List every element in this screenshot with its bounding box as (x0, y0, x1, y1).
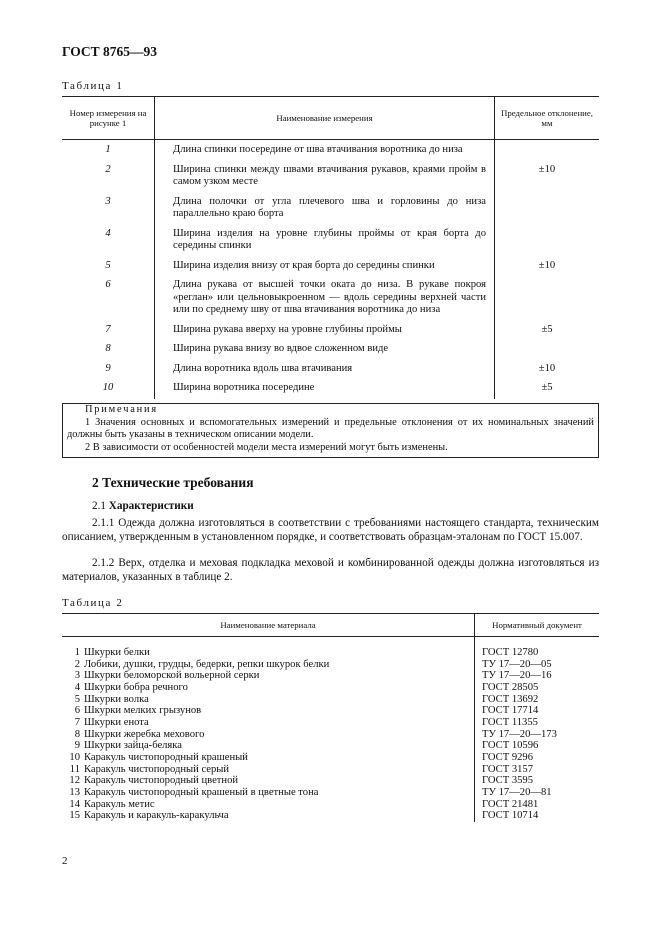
measurement-name: Длина воротника вдоль шва втачивания (173, 362, 353, 374)
material-number: 8 (74, 728, 80, 740)
material-name: Лобики, душки, грудцы, бедерки, репки шкурок белки (84, 658, 330, 670)
measurement-name: Ширина изделия внизу от края борта до середины спинки (173, 259, 435, 271)
paragraph-2-1-2: 2.1.2 Верх, отделка и меховая подкладка меховой и комбинированной одежды должна изготовляться из материалов, указанных в таблице 2. (62, 557, 599, 583)
material-number: 5 (74, 693, 80, 705)
material-cell (62, 717, 475, 729)
material-number: 3 (74, 670, 80, 682)
material-cell (62, 637, 475, 659)
material-name: Каракуль метис (84, 798, 155, 810)
measurement-deviation: ±5 (541, 323, 553, 335)
measurements-table (62, 96, 599, 399)
subsection-title: Характеристики (108, 500, 194, 512)
material-number: 10 (69, 751, 80, 763)
material-name: Шкурки бобра речного (84, 681, 188, 693)
measurement-name: Ширина изделия на уровне глубины проймы от края борта до середины спинки (173, 227, 486, 251)
page-number: 2 (62, 855, 68, 867)
measurement-number: 6 (105, 279, 111, 290)
material-cell (62, 799, 475, 811)
normative-document: ГОСТ 10596 (482, 740, 539, 752)
col-header-name: Наименование измерения (155, 97, 495, 140)
normative-document: ГОСТ 3157 (482, 763, 534, 775)
normative-document: ТУ 17—20—81 (482, 786, 552, 798)
material-name: Шкурки жеребка мехового (84, 728, 205, 740)
material-cell (62, 752, 475, 764)
table2-caption: Таблица 2 (62, 597, 124, 609)
material-cell (62, 775, 475, 787)
material-number: 12 (69, 775, 80, 787)
table-row (62, 157, 599, 189)
material-cell (62, 810, 475, 822)
table-row (62, 694, 599, 706)
notes-title: Примечания (85, 404, 158, 415)
measurement-number: 2 (105, 163, 111, 175)
measurement-number: 4 (105, 227, 111, 239)
material-name: Шкурки белки (84, 647, 150, 658)
material-number: 4 (74, 681, 80, 693)
measurement-deviation: ±5 (541, 382, 553, 393)
table-row (62, 253, 599, 273)
table-row (62, 775, 599, 787)
table-row (62, 189, 599, 221)
material-number: 6 (74, 705, 80, 717)
material-cell (62, 729, 475, 741)
subsection-number: 2.1 (92, 500, 106, 512)
table-row (62, 670, 599, 682)
subsection-heading (62, 500, 599, 514)
table-row (62, 729, 599, 741)
material-name: Шкурки беломорской вольерной серки (84, 670, 260, 682)
material-cell (62, 705, 475, 717)
material-name: Шкурки енота (84, 716, 149, 728)
table-row (62, 140, 599, 157)
material-number: 1 (74, 647, 80, 658)
material-number: 11 (69, 763, 80, 775)
col-header-number: Номер измерения на рисунке 1 (62, 97, 155, 140)
measurement-name: Ширина рукава внизу во вдвое сложенном виде (173, 343, 389, 354)
normative-document: ГОСТ 9296 (482, 751, 534, 763)
material-name: Шкурки зайца-беляка (84, 740, 182, 752)
measurement-name: Длина полочки от угла плечевого шва и горловины до низа параллельно краю борта (173, 195, 486, 219)
table-row (62, 810, 599, 822)
measurement-deviation: ±10 (538, 259, 556, 271)
normative-document: ГОСТ 3595 (482, 775, 534, 787)
table-row (62, 336, 599, 356)
table-row (62, 787, 599, 799)
material-number: 15 (69, 810, 80, 822)
normative-document: ГОСТ 10714 (482, 810, 539, 822)
table-row (62, 682, 599, 694)
material-number: 14 (69, 798, 80, 810)
table-row (62, 375, 599, 399)
material-name: Каракуль чистопородный серый (84, 763, 230, 775)
table-row (62, 659, 599, 671)
material-cell (62, 764, 475, 776)
normative-document: ТУ 17—20—05 (482, 658, 552, 670)
document-header: ГОСТ 8765—93 (62, 44, 158, 59)
measurement-deviation (495, 140, 599, 144)
measurement-number: 10 (102, 382, 114, 393)
normative-document: ГОСТ 28505 (482, 681, 539, 693)
material-name: Шкурки волка (84, 693, 149, 705)
table-row (62, 317, 599, 337)
measurement-deviation: ±10 (538, 163, 556, 175)
note-2: 2 В зависимости от особенностей модели места измерений могут быть изменены. (85, 441, 448, 453)
table-row (62, 717, 599, 729)
material-name: Каракуль чистопородный крашеный (84, 751, 248, 763)
materials-table (62, 613, 599, 822)
measurement-deviation: ±10 (538, 362, 556, 374)
paragraph-2-1-1: 2.1.1 Одежда должна изготовляться в соответствии с требованиями настоящего стандарта, техническим описанием, утвержденным в установленном порядке, и соответствовать образцам-эталонам по ГОСТ 15.007. (62, 517, 599, 543)
measurement-number: 7 (105, 323, 111, 335)
normative-document: ТУ 17—20—173 (482, 728, 557, 740)
material-number: 13 (69, 786, 80, 798)
section-title: 2 Технические требования (92, 475, 254, 490)
normative-document: ГОСТ 21481 (482, 798, 539, 810)
table-row (62, 752, 599, 764)
material-cell (62, 740, 475, 752)
table-row (62, 637, 599, 659)
note-1: 1 Значения основных и вспомогательных измерений и предельные отклонения от их номинальных значений должны быть указаны в техническом описании модели. (67, 416, 594, 440)
material-cell (62, 670, 475, 682)
normative-document: ГОСТ 13692 (482, 693, 539, 705)
measurement-number: 3 (105, 195, 111, 207)
measurement-name: Ширина спинки между швами втачивания рукавов, краями пройм в самом узком месте (173, 163, 486, 187)
material-name: Шкурки мелких грызунов (84, 705, 202, 717)
table1-caption: Таблица 1 (62, 80, 124, 92)
measurement-number: 9 (105, 362, 111, 374)
material-number: 7 (74, 716, 80, 728)
measurement-deviation (495, 189, 599, 196)
normative-document: ГОСТ 12780 (482, 647, 539, 658)
table1-notes (62, 403, 599, 458)
table-row (62, 221, 599, 253)
table-row (62, 764, 599, 776)
measurement-name: Ширина рукава вверху на уровне глубины проймы (173, 323, 402, 335)
measurement-deviation (495, 336, 599, 343)
measurement-number: 1 (105, 144, 111, 155)
normative-document: ГОСТ 17714 (482, 705, 539, 717)
col-header-material: Наименование материала (62, 614, 475, 637)
material-name: Каракуль чистопородный цветной (84, 775, 239, 787)
measurement-number: 8 (105, 343, 111, 354)
normative-document: ГОСТ 11355 (482, 716, 538, 728)
material-cell (62, 787, 475, 799)
table-row (62, 799, 599, 811)
normative-document: ТУ 17—20—16 (482, 670, 552, 682)
material-name: Каракуль и каракуль-каракульча (84, 810, 229, 822)
material-number: 2 (74, 658, 80, 670)
table-row (62, 740, 599, 752)
measurement-name: Длина спинки посередине от шва втачивания воротника до низа (173, 144, 463, 155)
material-name: Каракуль чистопородный крашеный в цветные тона (84, 786, 319, 798)
measurement-name: Ширина воротника посередине (173, 382, 315, 393)
measurement-number: 5 (105, 259, 111, 271)
measurement-deviation (495, 272, 599, 279)
col-header-deviation: Предельное отклонение, мм (495, 97, 600, 140)
material-cell (62, 694, 475, 706)
material-number: 9 (74, 740, 80, 752)
col-header-document: Нормативный документ (475, 614, 600, 637)
material-cell (62, 659, 475, 671)
material-cell (62, 682, 475, 694)
table-row (62, 705, 599, 717)
measurement-deviation (495, 221, 599, 228)
table-row (62, 356, 599, 376)
measurement-name: Длина рукава от высшей точки оката до низа. В рукаве покроя «реглан» или цельновыкроенном — вдоль середины верхней части или по среднему шву от шва втачивания воротника до низа (173, 279, 486, 315)
table-row (62, 272, 599, 317)
